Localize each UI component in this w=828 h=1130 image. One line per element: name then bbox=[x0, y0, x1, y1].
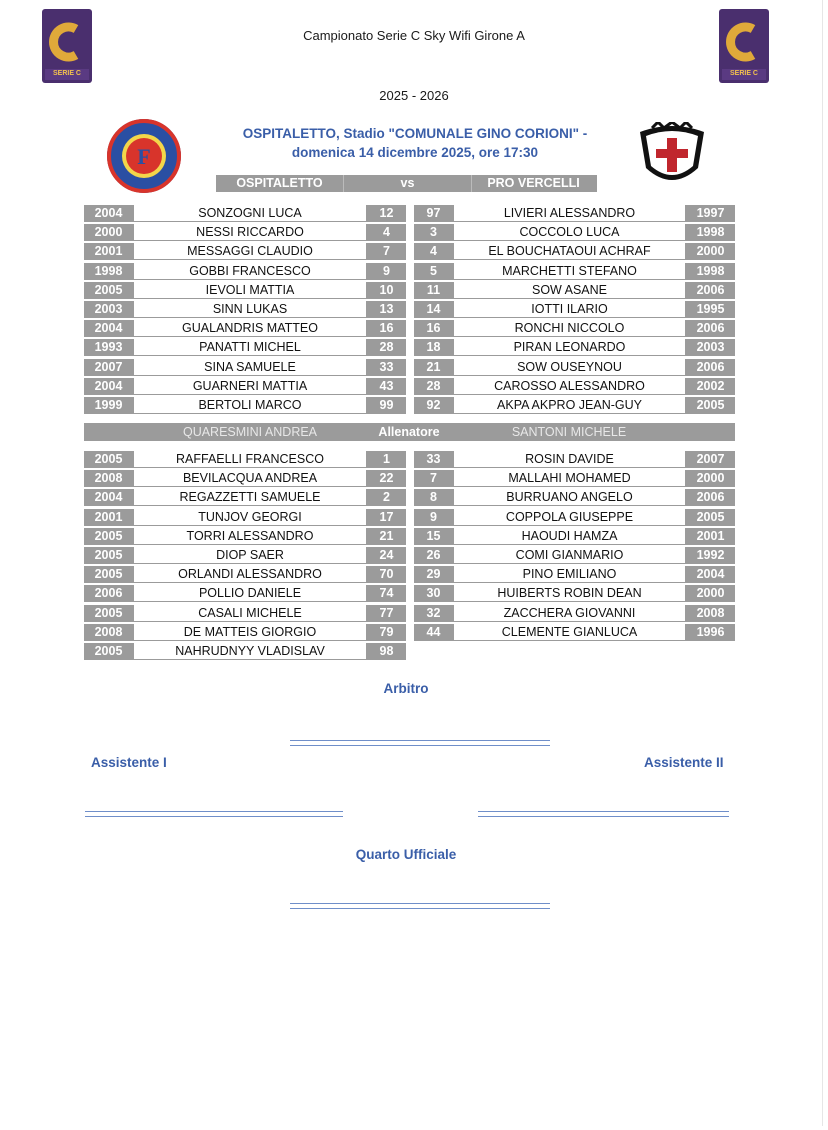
away-player-name: ZACCHERA GIOVANNI bbox=[453, 605, 686, 622]
home-shirt-number: 77 bbox=[367, 605, 406, 622]
home-player-name: BERTOLI MARCO bbox=[133, 397, 367, 414]
home-player-name: DE MATTEIS GIORGIO bbox=[133, 624, 367, 641]
home-year-cell: 1993 bbox=[84, 339, 133, 356]
away-year-cell: 2007 bbox=[686, 451, 735, 468]
assistant2-label: Assistente II bbox=[644, 755, 724, 770]
date-line: domenica 14 dicembre 2025, ore 17:30 bbox=[291, 145, 539, 160]
home-year-cell: 1998 bbox=[84, 263, 133, 280]
home-shirt-number: 33 bbox=[367, 359, 406, 376]
away-player-name: PINO EMILIANO bbox=[453, 566, 686, 583]
home-shirt-number: 9 bbox=[367, 263, 406, 280]
coaches-row bbox=[84, 423, 735, 441]
away-shirt-number: 11 bbox=[414, 282, 453, 299]
home-player-name: NESSI RICCARDO bbox=[133, 224, 367, 241]
home-shirt-number: 70 bbox=[367, 566, 406, 583]
home-shirt-number: 99 bbox=[367, 397, 406, 414]
home-year-cell: 2005 bbox=[84, 643, 133, 660]
away-year-cell: 2005 bbox=[686, 509, 735, 526]
home-player-name: RAFFAELLI FRANCESCO bbox=[133, 451, 367, 468]
away-player-name: MARCHETTI STEFANO bbox=[453, 263, 686, 280]
away-shirt-number: 28 bbox=[414, 378, 453, 395]
away-player-name: HUIBERTS ROBIN DEAN bbox=[453, 585, 686, 602]
away-year-cell: 2002 bbox=[686, 378, 735, 395]
home-player-name: REGAZZETTI SAMUELE bbox=[133, 489, 367, 506]
coach-label: Allenatore bbox=[378, 425, 440, 439]
away-shirt-number: 33 bbox=[414, 451, 453, 468]
away-player-name: EL BOUCHATAOUI ACHRAF bbox=[453, 243, 686, 260]
home-year-cell: 2005 bbox=[84, 451, 133, 468]
vs-label: vs bbox=[343, 175, 472, 192]
svg-text:F: F bbox=[137, 144, 151, 169]
home-year-cell: 2005 bbox=[84, 547, 133, 564]
home-shirt-number: 2 bbox=[367, 489, 406, 506]
home-shirt-number: 10 bbox=[367, 282, 406, 299]
home-shirt-number: 7 bbox=[367, 243, 406, 260]
away-player-name: COPPOLA GIUSEPPE bbox=[453, 509, 686, 526]
away-year-cell: 2006 bbox=[686, 282, 735, 299]
away-player-name: AKPA AKPRO JEAN-GUY bbox=[453, 397, 686, 414]
away-player-name: LIVIERI ALESSANDRO bbox=[453, 205, 686, 222]
away-shirt-number: 14 bbox=[414, 301, 453, 318]
away-shirt-number: 97 bbox=[414, 205, 453, 222]
home-year-cell: 2004 bbox=[84, 320, 133, 337]
away-year-cell: 1998 bbox=[686, 263, 735, 280]
home-year-cell: 2005 bbox=[84, 528, 133, 545]
away-shirt-number: 44 bbox=[414, 624, 453, 641]
home-player-name: BEVILACQUA ANDREA bbox=[133, 470, 367, 487]
home-player-name: NAHRUDNYY VLADISLAV bbox=[133, 643, 367, 660]
home-year-cell: 2004 bbox=[84, 378, 133, 395]
season-label: 2025 - 2026 bbox=[379, 88, 449, 103]
away-year-cell: 2001 bbox=[686, 528, 735, 545]
home-shirt-number: 1 bbox=[367, 451, 406, 468]
away-shirt-number: 21 bbox=[414, 359, 453, 376]
home-year-cell: 2008 bbox=[84, 470, 133, 487]
away-player-name: HAOUDI HAMZA bbox=[453, 528, 686, 545]
away-year-cell: 1997 bbox=[686, 205, 735, 222]
home-year-cell: 2005 bbox=[84, 605, 133, 622]
away-year-cell: 2006 bbox=[686, 489, 735, 506]
home-year-cell: 2005 bbox=[84, 282, 133, 299]
away-year-cell: 1998 bbox=[686, 224, 735, 241]
home-player-name: SINA SAMUELE bbox=[133, 359, 367, 376]
home-year-cell: 2005 bbox=[84, 566, 133, 583]
away-year-cell: 2008 bbox=[686, 605, 735, 622]
away-player-name: COMI GIANMARIO bbox=[453, 547, 686, 564]
away-shirt-number: 3 bbox=[414, 224, 453, 241]
away-year-cell: 1996 bbox=[686, 624, 735, 641]
away-shirt-number: 32 bbox=[414, 605, 453, 622]
home-shirt-number: 21 bbox=[367, 528, 406, 545]
referee-label: Arbitro bbox=[383, 681, 429, 696]
away-player-name: BURRUANO ANGELO bbox=[453, 489, 686, 506]
away-player-name: CLEMENTE GIANLUCA bbox=[453, 624, 686, 641]
home-player-name: IEVOLI MATTIA bbox=[133, 282, 367, 299]
home-player-name: PANATTI MICHEL bbox=[133, 339, 367, 356]
away-shirt-number: 8 bbox=[414, 489, 453, 506]
away-shirt-number: 7 bbox=[414, 470, 453, 487]
away-player-name: SOW OUSEYNOU bbox=[453, 359, 686, 376]
away-shirt-number: 26 bbox=[414, 547, 453, 564]
assistant1-label: Assistente I bbox=[91, 755, 167, 770]
home-shirt-number: 74 bbox=[367, 585, 406, 602]
away-player-name: PIRAN LEONARDO bbox=[453, 339, 686, 356]
home-year-cell: 2004 bbox=[84, 489, 133, 506]
away-player-name: ROSIN DAVIDE bbox=[453, 451, 686, 468]
away-shirt-number: 29 bbox=[414, 566, 453, 583]
away-year-cell: 1992 bbox=[686, 547, 735, 564]
serie-c-logo-text: SERIE C bbox=[729, 70, 758, 77]
away-year-cell: 2006 bbox=[686, 359, 735, 376]
home-shirt-number: 16 bbox=[367, 320, 406, 337]
home-shirt-number: 12 bbox=[367, 205, 406, 222]
home-year-cell: 2004 bbox=[84, 205, 133, 222]
home-year-cell: 2006 bbox=[84, 585, 133, 602]
away-player-name: COCCOLO LUCA bbox=[453, 224, 686, 241]
home-player-name: GOBBI FRANCESCO bbox=[133, 263, 367, 280]
home-shirt-number: 24 bbox=[367, 547, 406, 564]
away-year-cell: 2003 bbox=[686, 339, 735, 356]
referee-signature-line bbox=[290, 740, 550, 746]
teams-header bbox=[216, 175, 597, 192]
away-year-cell: 2000 bbox=[686, 470, 735, 487]
home-year-cell: 2000 bbox=[84, 224, 133, 241]
away-shirt-number: 16 bbox=[414, 320, 453, 337]
assistant2-signature-line bbox=[478, 811, 729, 817]
home-shirt-number: 13 bbox=[367, 301, 406, 318]
away-year-cell: 2005 bbox=[686, 397, 735, 414]
fourth-official-label: Quarto Ufficiale bbox=[355, 847, 457, 862]
home-player-name: CASALI MICHELE bbox=[133, 605, 367, 622]
home-shirt-number: 98 bbox=[367, 643, 406, 660]
home-coach: QUARESMINI ANDREA bbox=[182, 425, 318, 439]
home-year-cell: 2003 bbox=[84, 301, 133, 318]
away-shirt-number: 9 bbox=[414, 509, 453, 526]
away-team-name: PRO VERCELLI bbox=[487, 176, 580, 190]
home-year-cell: 2001 bbox=[84, 243, 133, 260]
venue-line: OSPITALETTO, Stadio "COMUNALE GINO CORIONI" - bbox=[242, 126, 588, 141]
home-shirt-number: 22 bbox=[367, 470, 406, 487]
away-player-name: MALLAHI MOHAMED bbox=[453, 470, 686, 487]
home-player-name: TUNJOV GEORGI bbox=[133, 509, 367, 526]
away-player-name: IOTTI ILARIO bbox=[453, 301, 686, 318]
home-player-name: SONZOGNI LUCA bbox=[133, 205, 367, 222]
home-shirt-number: 43 bbox=[367, 378, 406, 395]
serie-c-logo-left bbox=[42, 9, 92, 83]
assistant1-signature-line bbox=[85, 811, 343, 817]
home-player-name: GUALANDRIS MATTEO bbox=[133, 320, 367, 337]
home-team-crest bbox=[106, 118, 182, 194]
home-player-name: MESSAGGI CLAUDIO bbox=[133, 243, 367, 260]
home-player-name: POLLIO DANIELE bbox=[133, 585, 367, 602]
away-player-name: SOW ASANE bbox=[453, 282, 686, 299]
away-year-cell: 2000 bbox=[686, 585, 735, 602]
fourth-official-signature-line bbox=[290, 903, 550, 909]
home-player-name: DIOP SAER bbox=[133, 547, 367, 564]
serie-c-logo-text: SERIE C bbox=[52, 70, 81, 77]
home-year-cell: 2007 bbox=[84, 359, 133, 376]
home-player-name: TORRI ALESSANDRO bbox=[133, 528, 367, 545]
home-player-name: SINN LUKAS bbox=[133, 301, 367, 318]
home-shirt-number: 4 bbox=[367, 224, 406, 241]
home-team-name: OSPITALETTO bbox=[236, 176, 323, 190]
championship-title: Campionato Serie C Sky Wifi Girone A bbox=[303, 28, 525, 43]
home-year-cell: 2008 bbox=[84, 624, 133, 641]
away-team-crest bbox=[634, 122, 710, 190]
away-year-cell: 2000 bbox=[686, 243, 735, 260]
away-shirt-number: 4 bbox=[414, 243, 453, 260]
home-shirt-number: 28 bbox=[367, 339, 406, 356]
away-player-name: RONCHI NICCOLO bbox=[453, 320, 686, 337]
away-year-cell: 2004 bbox=[686, 566, 735, 583]
home-player-name: GUARNERI MATTIA bbox=[133, 378, 367, 395]
away-shirt-number: 30 bbox=[414, 585, 453, 602]
home-shirt-number: 17 bbox=[367, 509, 406, 526]
away-shirt-number: 15 bbox=[414, 528, 453, 545]
home-player-name: ORLANDI ALESSANDRO bbox=[133, 566, 367, 583]
away-year-cell: 2006 bbox=[686, 320, 735, 337]
home-year-cell: 2001 bbox=[84, 509, 133, 526]
home-shirt-number: 79 bbox=[367, 624, 406, 641]
away-player-name: CAROSSO ALESSANDRO bbox=[453, 378, 686, 395]
away-coach: SANTONI MICHELE bbox=[511, 425, 627, 439]
away-shirt-number: 5 bbox=[414, 263, 453, 280]
away-shirt-number: 18 bbox=[414, 339, 453, 356]
serie-c-logo-right bbox=[719, 9, 769, 83]
away-shirt-number: 92 bbox=[414, 397, 453, 414]
away-year-cell: 1995 bbox=[686, 301, 735, 318]
home-year-cell: 1999 bbox=[84, 397, 133, 414]
